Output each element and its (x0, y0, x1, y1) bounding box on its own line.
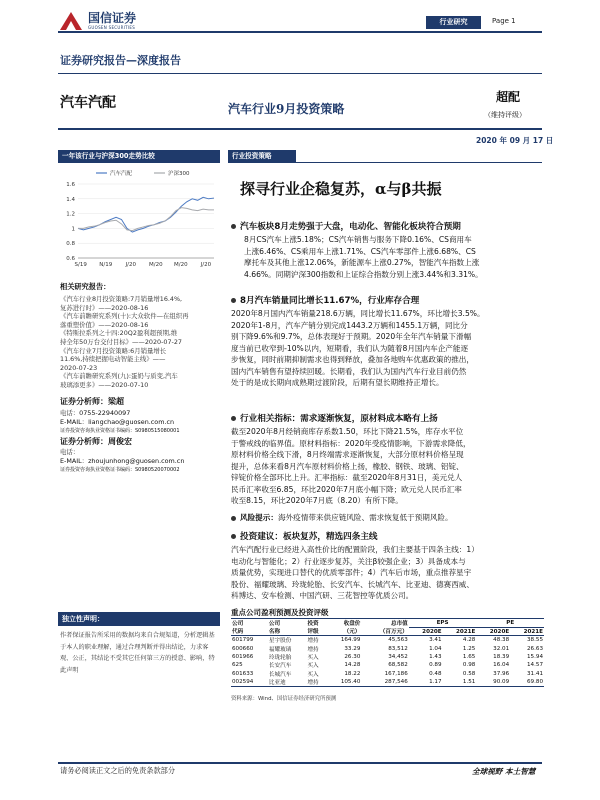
rating-sub: （维持评级） (484, 111, 526, 119)
chart-svg (58, 166, 220, 274)
report-date: 2020 年 09 月 17 日 (476, 136, 554, 145)
header-tag: 行业研究 (426, 16, 481, 29)
s2-line: 2020年8月国内汽车销量218.6万辆，同比增长11.67%，环比增长3.5%。 (231, 309, 485, 318)
disclaimer-title-bar (58, 612, 220, 626)
legend-label: 沪深300 (168, 171, 190, 177)
s3-line: 提升，总体来看8月汽车原材料价格上扬，橡胶、钢铁、玻璃、铝锭、 (231, 461, 464, 471)
table-cell: 1.17 (429, 679, 442, 686)
table-cell: 45,563 (388, 637, 408, 644)
s1-title (231, 220, 461, 232)
title-rule (58, 128, 542, 130)
bullet-icon (231, 298, 236, 303)
table-cell: 167,186 (384, 670, 408, 677)
y-tick-label: 1.4 (66, 196, 75, 203)
table-cell: 34,452 (388, 653, 408, 660)
section-tag-rule (296, 162, 542, 163)
table-cell: 164.99 (340, 637, 361, 644)
s2-title (231, 294, 419, 306)
related-report-line: 《汽车前瞻研究系列(九):蛋奶与质变,汽车 (60, 372, 178, 381)
table-cell: 625 (232, 662, 243, 669)
s5-line: 科博达、安车检测、中国汽研、三花智控等优质公司。 (231, 591, 414, 600)
table-cell: 1.25 (462, 645, 476, 652)
related-reports (60, 295, 220, 390)
table-row (231, 678, 544, 686)
table-cell: 玲珑轮胎 (268, 654, 292, 661)
footer-rule (58, 762, 542, 764)
table-cell: 0.98 (462, 662, 476, 669)
table-cell: 买入 (307, 654, 319, 661)
table-cell: 26.30 (344, 653, 361, 660)
analyst1-cert: 证券投资咨询执业资格证书编码：S0980515080001 (60, 428, 180, 434)
s3-line: 收至8.15，环比2020年7月底（8.20）有所下降。 (231, 496, 403, 505)
table-header-cell: EPS (409, 619, 477, 627)
table-source: 资料来源：Wind、国信证券经济研究所预测 (231, 696, 337, 702)
x-tick-label: J/20 (200, 262, 212, 268)
table-header-cell: （百万元） (379, 629, 408, 636)
table-cell: 68,582 (388, 662, 408, 669)
related-title: 相关研究报告： (60, 282, 111, 291)
section-tag-label: 行业投资策略 (232, 152, 272, 160)
table-header-cell: PE (476, 619, 544, 627)
related-report-line: 落重塑价值》——2020-08-16 (60, 320, 149, 329)
table-header-cell: 公司 (232, 621, 244, 628)
footer-left: 请务必阅读正文之后的免责条款部分 (60, 766, 176, 775)
s5-line: 质量优势，实现进口替代的优质零部件；4）汽车后市场，重点推荐星宇 (231, 568, 472, 577)
table-cell: 14.28 (344, 662, 361, 669)
s2-line: 步恢复，同时前期抑制需求也得到释放，叠加各地购车优惠政策的推出， (231, 355, 474, 364)
table-title: 重点公司盈利预测及投资评级 (231, 608, 329, 617)
s2-line: 别下降9.6%和9.7%，总体表现好于预期。2020年全年汽车销量下滑幅 (231, 332, 472, 341)
table-cell: 福耀玻璃 (268, 646, 292, 653)
footer-right: 全球视野 本土智慧 (472, 767, 536, 776)
section-tag (228, 150, 296, 163)
related-report-line: 玻璃添更多》——2020-07-10 (60, 380, 149, 389)
table-header-cell: 总市值 (390, 621, 408, 628)
table-cell: 33.29 (344, 645, 361, 652)
s5-line: 股份、福耀玻璃、玲珑轮胎、长安汽车、长城汽车、比亚迪、德赛西威、 (231, 579, 474, 589)
s5-line: 电动化与智能化；2）行业逐步复苏，关注β较强企业；3）具备成本与 (231, 556, 466, 566)
header-rule (58, 31, 542, 33)
related-report-line: 持全年50万台交付目标》——2020-07-27 (60, 337, 182, 346)
s5-body (231, 544, 544, 602)
s5-title (231, 530, 378, 542)
x-tick-label: M/20 (148, 262, 163, 268)
analyst1-email: E-MAIL：liangchao@guosen.com.cn (60, 418, 175, 426)
s4-risk (231, 512, 544, 524)
related-report-line: 11.6%,持续把握电动智能主线》—— (60, 355, 166, 364)
logo-icon (58, 10, 84, 32)
bullet-icon (231, 224, 236, 229)
table-cell: 31.41 (526, 670, 543, 677)
table-cell: 星宇股份 (268, 638, 292, 645)
bullet-icon (231, 516, 236, 521)
s4-text: 海外疫情带来供应链风险、需求恢复低于预期风险。 (277, 513, 453, 522)
table-header-cell: 2021E (455, 628, 476, 635)
table-cell: 15.94 (526, 653, 543, 660)
table-header-row (231, 627, 544, 636)
table-header-cell: （元） (343, 629, 361, 636)
table-cell: 18.22 (344, 670, 361, 677)
forecast-table-grid (231, 619, 544, 686)
x-tick-label: S/19 (74, 262, 87, 268)
s1-line: 4.66%。同期沪深300指数和上证综合指数分别上涨3.44%和3.31%。 (244, 269, 483, 279)
performance-chart (58, 166, 220, 274)
table-cell: 0.58 (462, 670, 476, 677)
page-number: Page 1 (492, 17, 516, 25)
table-cell: 16.04 (493, 662, 510, 669)
report-type: 证券研究报告—深度报告 (60, 54, 181, 67)
s5-line: 汽车汽配行业已经进入高性价比的配置阶段，我们主要基于四条主线：1） (231, 545, 479, 554)
s3-title (231, 412, 438, 424)
table-row (231, 653, 544, 661)
table-header-cell: 2020E (422, 628, 442, 635)
y-tick-label: 1.2 (66, 211, 75, 218)
table-cell: 69.80 (526, 679, 543, 686)
s3-line: 锌锭价格全部环比上升。汇率指标：截至2020年8月31日，美元兑人 (231, 473, 463, 482)
table-cell: 1.65 (462, 653, 476, 660)
analyst2-cert: 证券投资咨询执业资格证书编码：S0980520070002 (60, 467, 180, 473)
table-cell: 3.41 (429, 637, 442, 644)
table-cell: 增持 (307, 646, 319, 653)
table-cell: 14.57 (526, 662, 543, 669)
related-report-line: 《汽车行业7月投资策略:6月销量增长 (60, 346, 167, 355)
s4-title: 风险提示： (240, 513, 278, 522)
table-cell: 26.63 (526, 645, 543, 652)
table-cell: 增持 (307, 680, 319, 687)
table-cell: 002594 (232, 679, 254, 686)
bullet-icon (231, 534, 236, 539)
rating-main: 超配 (496, 90, 521, 104)
chart-title-bar (58, 150, 220, 163)
table-row (231, 644, 544, 652)
table-cell: 601966 (232, 653, 254, 660)
table-cell: 37.96 (493, 670, 510, 677)
table-header-cell: 公司 (268, 621, 281, 628)
table-cell: 买入 (307, 671, 319, 678)
table-cell: 1.04 (429, 645, 442, 652)
related-report-line: 2020-07-23 (60, 363, 98, 372)
series-line-0 (78, 197, 214, 232)
table-header-cell: 收盘价 (343, 621, 361, 628)
analyst2-phone: 电话： (60, 448, 80, 456)
table-cell: 4.28 (462, 637, 476, 644)
s2-title-text: 8月汽车销量同比增长11.67%，行业库存合理 (240, 296, 420, 306)
table-cell: 600660 (232, 645, 254, 652)
table-cell: 增持 (307, 638, 319, 645)
table-cell: 38.55 (526, 637, 543, 644)
x-tick-label: J/20 (125, 262, 137, 268)
s2-body (231, 308, 544, 389)
y-tick-label: 0.6 (66, 256, 75, 262)
analyst2-title: 证券分析师：周俊宏 (60, 437, 132, 446)
table-cell: 0.48 (429, 670, 442, 677)
s2-line: 国内汽车销售有望持续回暖。长期看，我们认为国内汽车行业目前仍然 (231, 366, 467, 376)
table-cell: 105.40 (340, 679, 361, 686)
bullet-icon (231, 416, 236, 421)
table-cell: 1.51 (462, 679, 476, 686)
s3-body (231, 426, 544, 507)
s1-line: 8月CS汽车上涨5.18%；CS汽车销售与服务下降0.16%、CS商用车 (244, 235, 472, 244)
s1-title-text: 汽车板块8月走势强于大盘，电动化、智能化板块符合预期 (240, 222, 461, 232)
s2-line: 2020年1-8月，汽车产销分别完成1443.2万辆和1455.1万辆，同比分 (231, 320, 468, 330)
disclaimer-title: 独立性声明： (62, 615, 104, 623)
related-report-line: 《特斯拉系列之十四:20Q2盈利超预期,维 (60, 329, 178, 338)
table-cell: 长安汽车 (268, 663, 292, 670)
legend-label: 汽车汽配 (110, 171, 133, 177)
s3-line: 民币汇率收至6.85，环比2020年7月底小幅下降；欧元兑人民币汇率 (231, 484, 462, 494)
y-tick-label: 0.8 (66, 241, 75, 248)
table-cell: 287,546 (384, 679, 408, 686)
table-cell: 601799 (232, 637, 254, 644)
analyst2-email: E-MAIL：zhoujunhong@guosen.com.cn (60, 457, 185, 465)
table-header-cell: 2021E (523, 628, 543, 635)
s1-body (244, 234, 544, 280)
table-cell: 比亚迪 (268, 680, 286, 687)
industry-name: 汽车汽配 (60, 95, 116, 111)
table-cell: 买入 (307, 663, 319, 670)
s2-line: 度当前已收窄到-10%以内，短期看，我们认为随着8月国内车企产能逐 (231, 343, 469, 353)
table-cell: 18.39 (493, 653, 510, 660)
table-cell: 90.09 (493, 679, 510, 686)
table-header-cell: 代码 (232, 629, 244, 636)
table-cell: 83,512 (388, 645, 408, 652)
table-row (231, 670, 544, 678)
logo-text-cn: 国信证券 (88, 11, 137, 25)
table-cell: 32.01 (493, 645, 510, 652)
table-row (231, 661, 544, 669)
table-header-cell: 2020E (489, 628, 510, 635)
s3-line: 截至2020年8月经销商库存系数1.50，环比下降21.5%，库存水平位 (231, 427, 464, 436)
table-header-cell: 投资 (307, 621, 319, 628)
disclaimer-text: 作者保证报告所采用的数据均来自合规渠道，分析逻辑基于本人的职业理解，通过合理判断并得出结论，力求客观、公正，其结论不受其它任何第三方的授意、影响，特此声明 (60, 632, 215, 674)
s2-line: 处于的是成长期向成熟期过渡阶段，后期有望长期维持正增长。 (231, 378, 444, 387)
table-header-row (231, 619, 544, 627)
table-header-cell: 评级 (307, 629, 319, 636)
related-report-line: 《汽车行业8月投资策略:7月销量增16.4%, (60, 295, 183, 303)
x-tick-label: M/20 (174, 262, 188, 268)
table-cell: 48.38 (493, 637, 510, 644)
type-rule (58, 73, 542, 74)
analyst1-title: 证券分析师：梁超 (60, 397, 124, 406)
s3-title-text: 行业相关指标：需求逐渐恢复，原材料成本略有上扬 (240, 414, 438, 424)
x-tick-label: N/19 (99, 262, 113, 268)
table-cell: 1.43 (429, 653, 442, 660)
chart-title: 一年该行业与沪深300走势比较 (62, 152, 155, 160)
table-row (231, 636, 544, 645)
related-report-line: 复苏进行时》——2020-08-16 (60, 303, 149, 312)
y-tick-label: 1.6 (66, 182, 75, 188)
s3-line: 于警戒线的临界值。原材料指标：2020年受疫情影响，下游需求降低， (231, 438, 471, 448)
report-title: 汽车行业9月投资策略 (228, 102, 345, 116)
table-cell: 601633 (232, 670, 254, 677)
s1-line: 摩托车及其他上涨12.06%，新能源车上涨0.27%，智能汽车指数上涨 (244, 258, 480, 267)
y-tick-label: 1 (71, 226, 75, 233)
table-header-cell: 名称 (268, 629, 281, 636)
headline: 探寻行业企稳复苏，α与β共振 (240, 180, 442, 198)
s3-line: 原材料价格全线下滑，8月终端需求逐渐恢复，大部分原材料价格呈现 (231, 450, 464, 459)
logo-text-en: GUOSEN SECURITIES (88, 25, 136, 30)
s5-title-text: 投资建议：板块复苏，精选四条主线 (240, 532, 378, 542)
table-cell: 0.89 (429, 662, 442, 669)
forecast-table (231, 618, 544, 687)
table-cell: 长城汽车 (268, 671, 292, 678)
related-report-line: 《汽车前瞻研究系列(十):大众软件—在组织再 (60, 312, 189, 321)
s1-line: 上涨6.46%、CS乘用车上涨1.71%、CS汽车零部件上涨6.68%、CS (244, 246, 476, 256)
analyst1-phone: 电话：0755-22940097 (60, 409, 131, 417)
